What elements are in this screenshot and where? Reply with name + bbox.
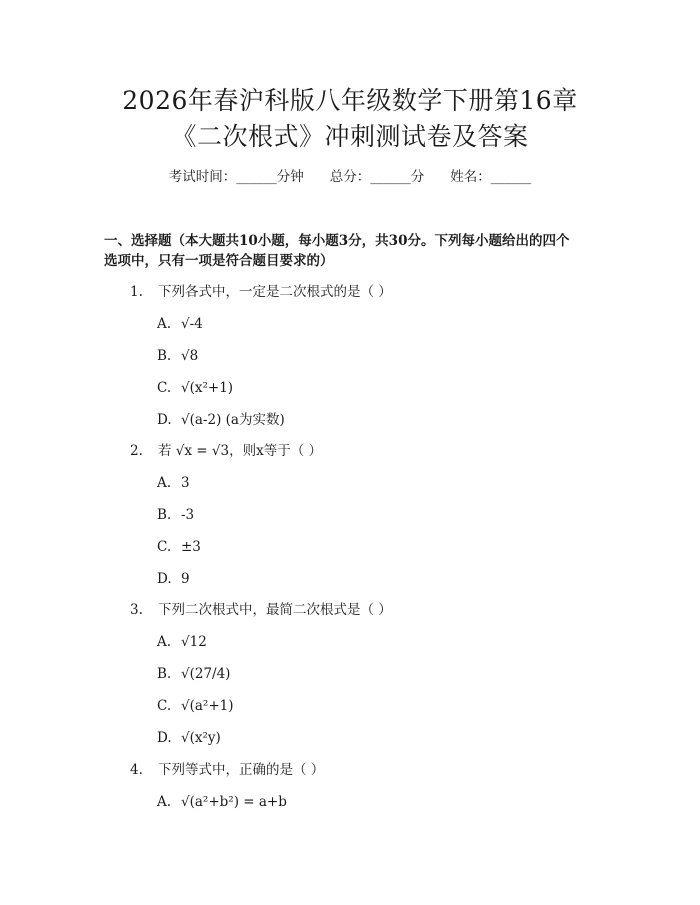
option-2c — [157, 537, 201, 557]
option-label: A. — [157, 634, 172, 650]
exam-title-line-1: 2026年春沪科版八年级数学下册第16章 — [122, 86, 578, 115]
option-4a — [157, 792, 287, 812]
exam-info-row — [0, 167, 700, 187]
total-score-field: 总分：______分 — [329, 169, 425, 185]
option-2a — [157, 473, 190, 493]
option-3c — [157, 696, 234, 716]
option-text: √-4 — [181, 316, 203, 332]
question-3 — [130, 600, 392, 620]
exam-title-line-2: 《二次根式》冲刺测试卷及答案 — [171, 122, 529, 151]
option-text: 3 — [181, 475, 190, 491]
option-label: A. — [157, 316, 172, 332]
option-label: B. — [157, 507, 172, 523]
option-label: D. — [157, 412, 172, 428]
option-label: C. — [157, 539, 172, 555]
question-number: 2. — [130, 443, 143, 459]
option-text: √(a²+1) — [181, 698, 234, 714]
option-label: B. — [157, 666, 172, 682]
option-text: √(a-2) (a为实数) — [181, 412, 285, 428]
option-1d — [157, 410, 285, 430]
option-1c — [157, 378, 233, 398]
option-text: -3 — [181, 507, 195, 523]
option-label: B. — [157, 348, 172, 364]
option-2b — [157, 505, 194, 525]
question-2 — [130, 441, 322, 461]
question-number: 3. — [130, 602, 143, 618]
option-3d — [157, 728, 221, 748]
option-text: √(a²+b²) = a+b — [181, 794, 287, 810]
option-1b — [157, 346, 198, 366]
question-number: 4. — [130, 762, 143, 778]
question-number: 1. — [130, 284, 143, 300]
option-text: √(x²y) — [181, 730, 221, 746]
question-text: 若 √x = √3，则x等于（ ） — [158, 443, 322, 459]
section-heading-line-1: 一、选择题（本大题共10小题，每小题3分，共30分。下列每小题给出的四个 — [104, 233, 570, 249]
option-label: D. — [157, 571, 172, 587]
option-text: √(x²+1) — [181, 380, 234, 396]
option-label: D. — [157, 730, 172, 746]
option-label: A. — [157, 475, 172, 491]
option-text: ±3 — [181, 539, 201, 555]
question-1 — [130, 282, 392, 302]
option-text: √8 — [181, 348, 199, 364]
option-label: C. — [157, 698, 172, 714]
option-label: C. — [157, 380, 172, 396]
option-1a — [157, 314, 203, 334]
question-text: 下列二次根式中，最简二次根式是（ ） — [158, 602, 392, 618]
option-text: √(27/4) — [181, 666, 231, 682]
student-name-field: 姓名：______ — [450, 169, 532, 185]
section-heading-line-2: 选项中，只有一项是符合题目要求的） — [104, 253, 334, 269]
question-text: 下列等式中，正确的是（ ） — [158, 762, 325, 778]
exam-time-field: 考试时间：______分钟 — [168, 169, 304, 185]
option-label: A. — [157, 794, 172, 810]
question-4 — [130, 760, 324, 780]
question-text: 下列各式中，一定是二次根式的是（ ） — [158, 284, 392, 300]
option-3b — [157, 664, 230, 684]
option-2d — [157, 569, 190, 589]
option-3a — [157, 632, 207, 652]
option-text: √12 — [181, 634, 207, 650]
option-text: 9 — [181, 571, 190, 587]
